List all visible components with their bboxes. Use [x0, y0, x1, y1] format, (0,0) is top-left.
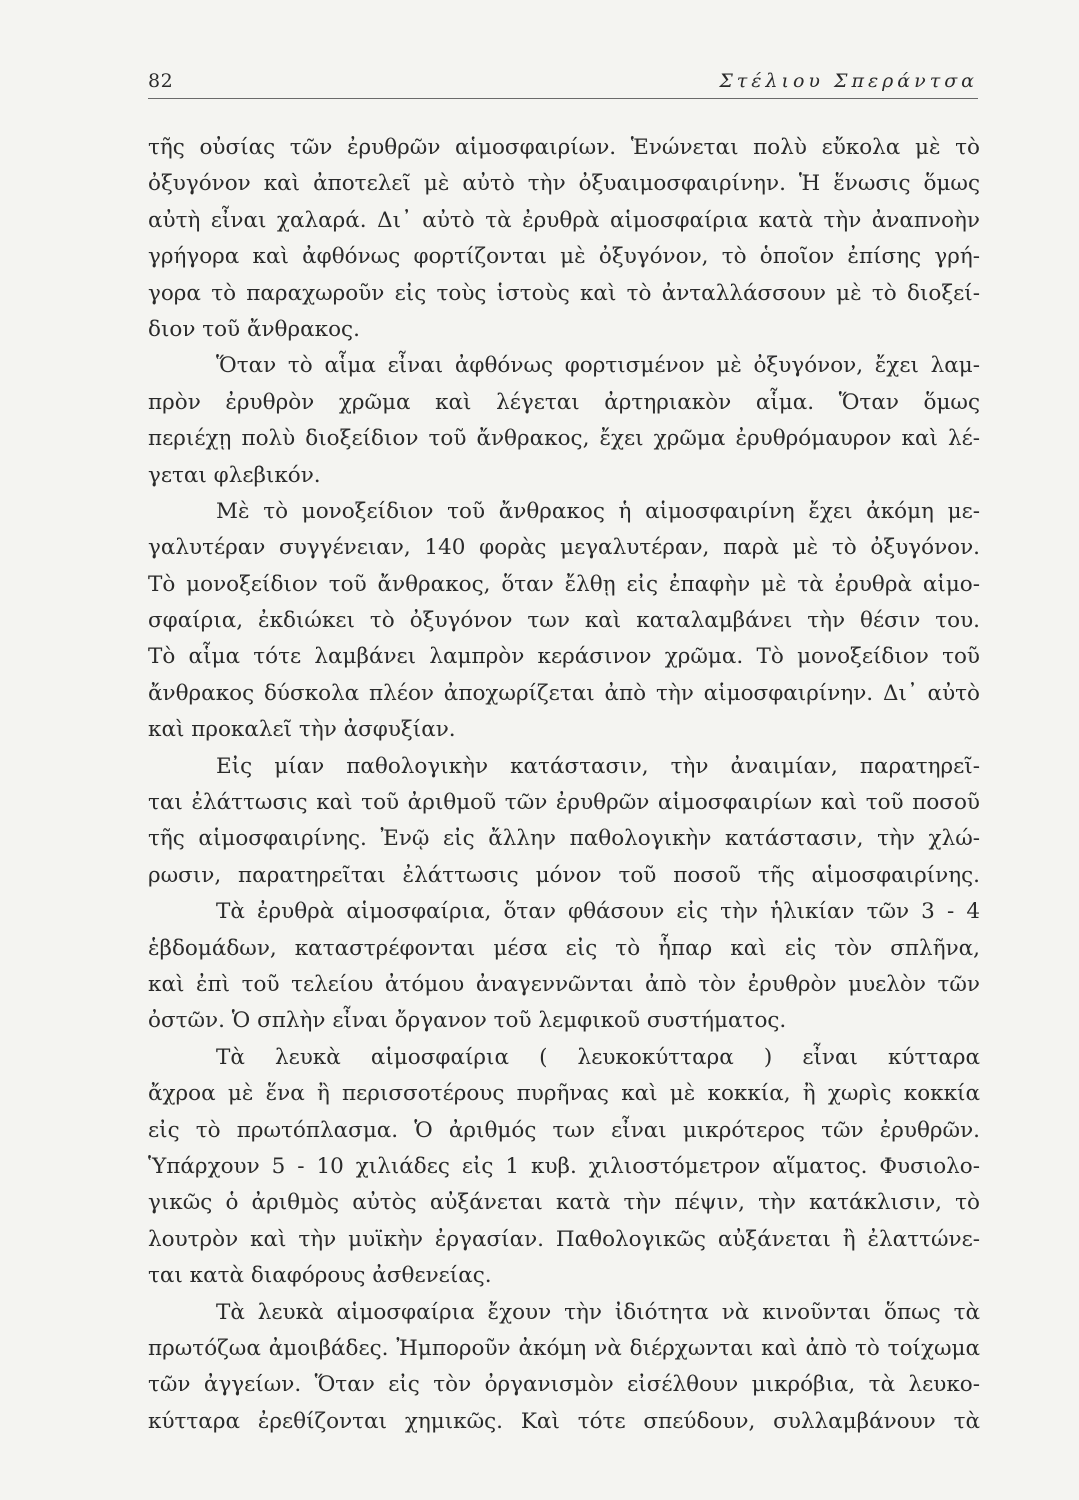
- text-line: Ὑπάρχουν 5 - 10 χιλιάδες εἰς 1 κυβ. χιλιοστόμετρον αἵματος. Φυσιολο-: [148, 1153, 980, 1179]
- body-text: [148, 130, 980, 1440]
- text-line: ἄνθρακος δύσκολα πλέον ἀποχωρίζεται ἀπὸ τὴν αἱμοσφαιρίνην. Δι᾽ αὐτὸ: [148, 680, 980, 706]
- text-line: Τὰ λευκὰ αἱμοσφαίρια ( λευκοκύτταρα ) εἶναι κύτταρα: [216, 1044, 980, 1070]
- text-line: πρὸν ἐρυθρὸν χρῶμα καὶ λέγεται ἀρτηριακὸν αἷμα. Ὅταν ὅμως: [148, 389, 980, 415]
- text-line: Τὸ μονοξείδιον τοῦ ἄνθρακος, ὅταν ἔλθῃ εἰς ἐπαφὴν μὲ τὰ ἐρυθρὰ αἱμο-: [148, 571, 980, 597]
- text-line: σφαίρια, ἐκδιώκει τὸ ὀξυγόνον των καὶ καταλαμβάνει τὴν θέσιν του.: [148, 608, 980, 634]
- text-line: λουτρὸν καὶ τὴν μυϊκὴν ἐργασίαν. Παθολογικῶς αὐξάνεται ἢ ἐλαττώνε-: [148, 1226, 980, 1252]
- text-line: ὀξυγόνον καὶ ἀποτελεῖ μὲ αὐτὸ τὴν ὀξυαιμοσφαιρίνην. Ἡ ἕνωσις ὅμως: [148, 171, 980, 197]
- page-number: 82: [148, 70, 174, 92]
- text-line: γαλυτέραν συγγένειαν, 140 φορὰς μεγαλυτέραν, παρὰ μὲ τὸ ὀξυγόνον.: [148, 535, 980, 561]
- text-line: περιέχῃ πολὺ διοξείδιον τοῦ ἄνθρακος, ἔχει χρῶμα ἐρυθρόμαυρον καὶ λέ-: [148, 426, 980, 452]
- text-line: ται κατὰ διαφόρους ἀσθενείας.: [148, 1263, 492, 1289]
- text-line: ται ἐλάττωσις καὶ τοῦ ἀριθμοῦ τῶν ἐρυθρῶν αἱμοσφαιρίων καὶ τοῦ ποσοῦ: [148, 790, 980, 816]
- text-line: γεται φλεβικόν.: [148, 462, 321, 488]
- text-line: ὀστῶν. Ὁ σπλὴν εἶναι ὄργανον τοῦ λεμφικοῦ συστήματος.: [148, 1008, 787, 1034]
- text-line: καὶ προκαλεῖ τὴν ἀσφυξίαν.: [148, 717, 456, 743]
- text-line: διον τοῦ ἄνθρακος.: [148, 316, 360, 342]
- text-line: γικῶς ὁ ἀριθμὸς αὐτὸς αὐξάνεται κατὰ τὴν πέψιν, τὴν κατάκλισιν, τὸ: [148, 1190, 980, 1216]
- text-line: πρωτόζωα ἀμοιβάδες. Ἠμποροῦν ἀκόμη νὰ διέρχωνται καὶ ἀπὸ τὸ τοίχωμα: [148, 1335, 980, 1361]
- text-line: Τὰ λευκὰ αἱμοσφαίρια ἔχουν τὴν ἰδιότητα νὰ κινοῦνται ὅπως τὰ: [216, 1299, 980, 1325]
- text-line: ἑβδομάδων, καταστρέφονται μέσα εἰς τὸ ἧπαρ καὶ εἰς τὸν σπλῆνα,: [148, 935, 980, 961]
- text-line: Ὅταν τὸ αἷμα εἶναι ἀφθόνως φορτισμένον μὲ ὀξυγόνον, ἔχει λαμ-: [216, 353, 980, 379]
- text-line: Εἰς μίαν παθολογικὴν κατάστασιν, τὴν ἀναιμίαν, παρατηρεῖ-: [216, 753, 980, 779]
- text-line: τῶν ἀγγείων. Ὅταν εἰς τὸν ὀργανισμὸν εἰσέλθουν μικρόβια, τὰ λευκο-: [148, 1372, 980, 1398]
- text-line: κύτταρα ἐρεθίζονται χημικῶς. Καὶ τότε σπεύδουν, συλλαμβάνουν τὰ: [148, 1408, 980, 1434]
- header-rule: [148, 98, 978, 99]
- text-line: Τὰ ἐρυθρὰ αἱμοσφαίρια, ὅταν φθάσουν εἰς τὴν ἡλικίαν τῶν 3 - 4: [216, 899, 980, 925]
- text-line: ρωσιν, παρατηρεῖται ἐλάττωσις μόνον τοῦ ποσοῦ τῆς αἱμοσφαιρίνης.: [148, 862, 980, 888]
- text-line: Τὸ αἷμα τότε λαμβάνει λαμπρὸν κεράσινον χρῶμα. Τὸ μονοξείδιον τοῦ: [148, 644, 980, 670]
- text-line: γορα τὸ παραχωροῦν εἰς τοὺς ἱστοὺς καὶ τὸ ἀνταλλάσσουν μὲ τὸ διοξεί-: [148, 280, 980, 306]
- text-line: ἄχροα μὲ ἕνα ἢ περισσοτέρους πυρῆνας καὶ μὲ κοκκία, ἢ χωρὶς κοκκία: [148, 1081, 980, 1107]
- text-line: τῆς αἱμοσφαιρίνης. Ἐνῷ εἰς ἄλλην παθολογικὴν κατάστασιν, τὴν χλώ-: [148, 826, 980, 852]
- text-line: Μὲ τὸ μονοξείδιον τοῦ ἄνθρακος ἡ αἱμοσφαιρίνη ἔχει ἀκόμη με-: [216, 498, 980, 524]
- text-line: καὶ ἐπὶ τοῦ τελείου ἀτόμου ἀναγεννῶνται ἀπὸ τὸν ἐρυθρὸν μυελὸν τῶν: [148, 971, 980, 997]
- text-line: αὐτὴ εἶναι χαλαρά. Δι᾽ αὐτὸ τὰ ἐρυθρὰ αἱμοσφαίρια κατὰ τὴν ἀναπνοὴν: [148, 207, 980, 233]
- page-header: [148, 62, 978, 98]
- text-line: γρήγορα καὶ ἀφθόνως φορτίζονται μὲ ὀξυγόνον, τὸ ὁποῖον ἐπίσης γρή-: [148, 244, 980, 270]
- running-head: Στέλιου Σπεράντσα: [719, 70, 978, 92]
- text-line: τῆς οὐσίας τῶν ἐρυθρῶν αἱμοσφαιρίων. Ἑνώνεται πολὺ εὔκολα μὲ τὸ: [148, 135, 980, 160]
- text-line: εἰς τὸ πρωτόπλασμα. Ὁ ἀριθμός των εἶναι μικρότερος τῶν ἐρυθρῶν.: [148, 1117, 980, 1143]
